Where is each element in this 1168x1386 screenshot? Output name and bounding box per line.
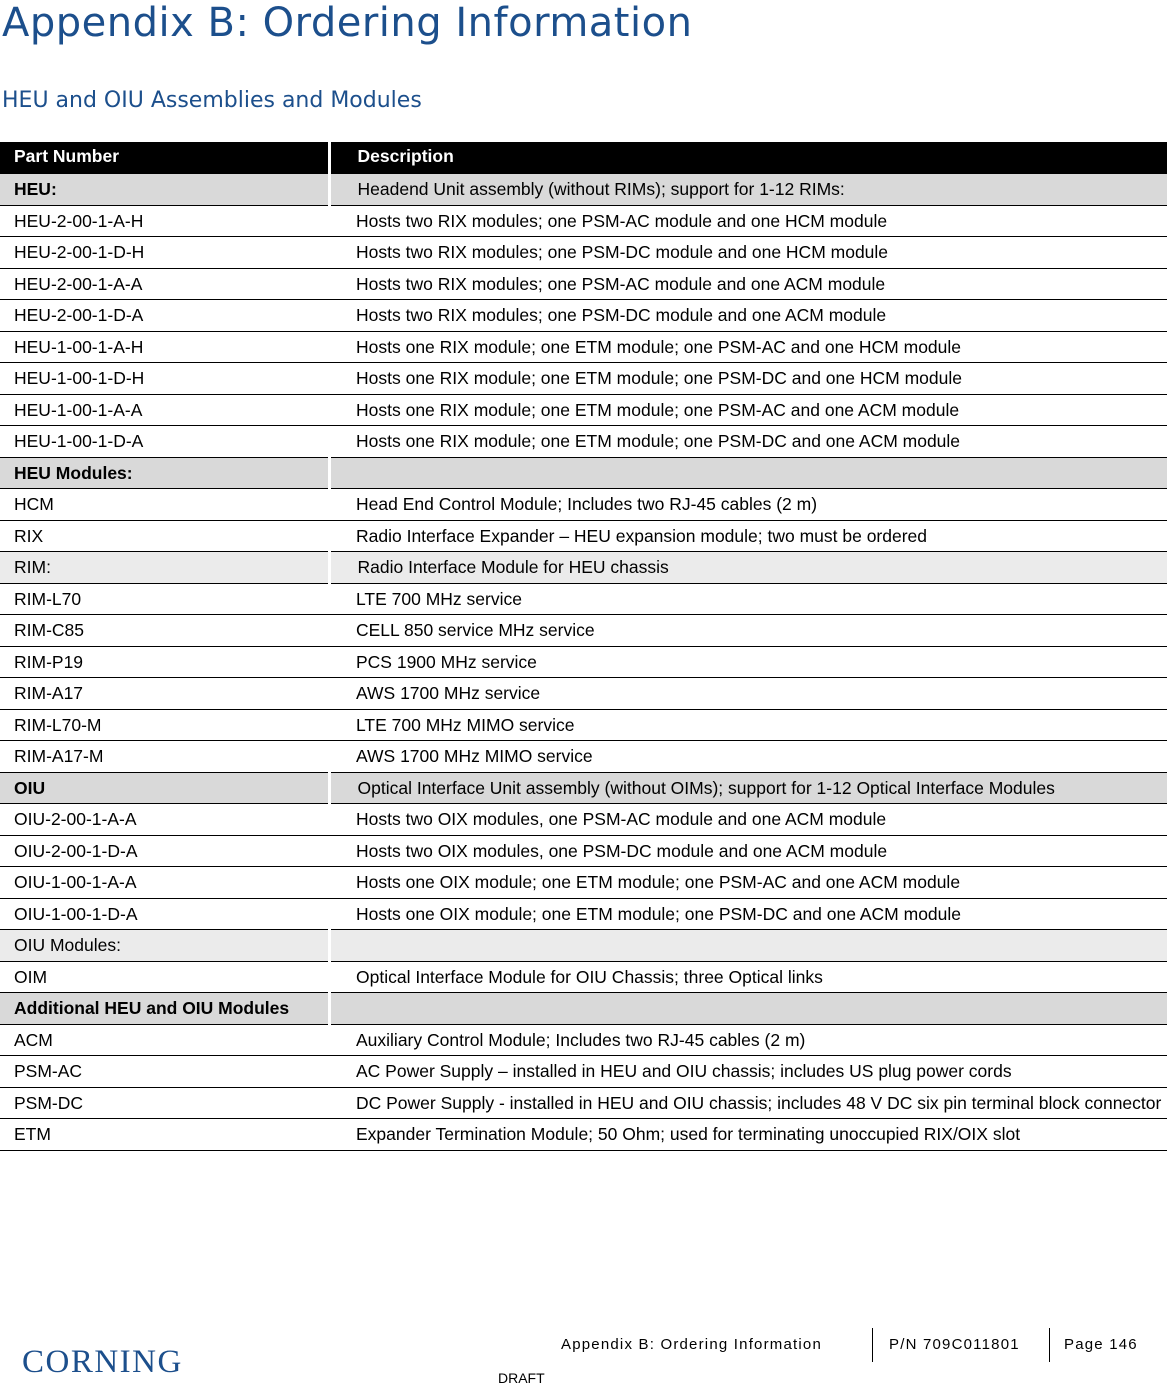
part-number-cell: HEU-1-00-1-A-H: [0, 331, 329, 363]
description-cell: Hosts two RIX modules; one PSM-DC module and one HCM module: [329, 237, 1167, 269]
table-row: [0, 1119, 1167, 1151]
description-cell: Auxiliary Control Module; Includes two RJ-45 cables (2 m): [329, 1024, 1167, 1056]
part-number-cell: HEU-2-00-1-A-A: [0, 268, 329, 300]
description-cell: AC Power Supply – installed in HEU and OIU chassis; includes US plug power cords: [329, 1056, 1167, 1088]
part-number-cell: RIM-C85: [0, 615, 329, 647]
table-row: [0, 867, 1167, 899]
table-row: [0, 300, 1167, 332]
description-cell: Optical Interface Unit assembly (without OIMs); support for 1-12 Optical Interface Modules: [329, 772, 1167, 804]
footer-divider: [1049, 1328, 1050, 1362]
part-number-cell: ETM: [0, 1119, 329, 1151]
part-number-cell: PSM-DC: [0, 1087, 329, 1119]
part-number-cell: OIU: [0, 772, 329, 804]
table-row: [0, 835, 1167, 867]
part-number-cell: OIU-2-00-1-D-A: [0, 835, 329, 867]
column-header-part-number: Part Number: [0, 142, 329, 174]
description-cell: Expander Termination Module; 50 Ohm; used for terminating unoccupied RIX/OIX slot: [329, 1119, 1167, 1151]
part-number-cell: HEU-2-00-1-D-H: [0, 237, 329, 269]
part-number-cell: HEU-2-00-1-A-H: [0, 205, 329, 237]
description-cell: Hosts two RIX modules; one PSM-DC module and one ACM module: [329, 300, 1167, 332]
part-number-cell: RIX: [0, 520, 329, 552]
table-row: [0, 268, 1167, 300]
table-row: [0, 489, 1167, 521]
description-cell: Hosts two RIX modules; one PSM-AC module and one ACM module: [329, 268, 1167, 300]
description-cell: Hosts two OIX modules, one PSM-AC module and one ACM module: [329, 804, 1167, 836]
table-subsection-row: [0, 552, 1167, 584]
part-number-cell: RIM-A17-M: [0, 741, 329, 773]
table-subsection-row: [0, 930, 1167, 962]
table-row: [0, 804, 1167, 836]
footer-section-title: Appendix B: Ordering Information: [561, 1336, 823, 1353]
table-row: [0, 898, 1167, 930]
part-number-cell: HEU-1-00-1-D-H: [0, 363, 329, 395]
table-row: [0, 1024, 1167, 1056]
column-header-description: Description: [329, 142, 1167, 174]
table-section-row: [0, 772, 1167, 804]
part-number-cell: OIU Modules:: [0, 930, 329, 962]
description-cell: Hosts two OIX modules, one PSM-DC module and one ACM module: [329, 835, 1167, 867]
table-row: [0, 394, 1167, 426]
table-row: [0, 1056, 1167, 1088]
part-number-cell: HCM: [0, 489, 329, 521]
draft-label: DRAFT: [498, 1370, 545, 1386]
part-number-cell: ACM: [0, 1024, 329, 1056]
part-number-cell: OIU-2-00-1-A-A: [0, 804, 329, 836]
section-heading: HEU and OIU Assemblies and Modules: [2, 88, 422, 113]
description-cell: Hosts one RIX module; one ETM module; one PSM-AC and one HCM module: [329, 331, 1167, 363]
description-cell: Hosts one RIX module; one ETM module; one PSM-DC and one HCM module: [329, 363, 1167, 395]
corning-logo: CORNING: [22, 1344, 183, 1380]
part-number-cell: HEU-2-00-1-D-A: [0, 300, 329, 332]
description-cell: Hosts one OIX module; one ETM module; one PSM-DC and one ACM module: [329, 898, 1167, 930]
table-row: [0, 237, 1167, 269]
table-row: [0, 1087, 1167, 1119]
description-cell: [329, 457, 1167, 489]
part-number-cell: Additional HEU and OIU Modules: [0, 993, 329, 1025]
description-cell: AWS 1700 MHz MIMO service: [329, 741, 1167, 773]
part-number-cell: RIM-L70: [0, 583, 329, 615]
table-row: [0, 583, 1167, 615]
description-cell: PCS 1900 MHz service: [329, 646, 1167, 678]
part-number-cell: HEU-1-00-1-A-A: [0, 394, 329, 426]
description-cell: [329, 930, 1167, 962]
table-row: [0, 205, 1167, 237]
description-cell: Head End Control Module; Includes two RJ-45 cables (2 m): [329, 489, 1167, 521]
description-cell: [329, 993, 1167, 1025]
table-section-row: [0, 174, 1167, 206]
table-row: [0, 741, 1167, 773]
footer-page-number: Page 146: [1064, 1336, 1138, 1353]
description-cell: Hosts two RIX modules; one PSM-AC module and one HCM module: [329, 205, 1167, 237]
description-cell: Hosts one OIX module; one ETM module; one PSM-AC and one ACM module: [329, 867, 1167, 899]
table-row: [0, 426, 1167, 458]
description-cell: Radio Interface Module for HEU chassis: [329, 552, 1167, 584]
footer-divider: [872, 1328, 873, 1362]
description-cell: Optical Interface Module for OIU Chassis; three Optical links: [329, 961, 1167, 993]
table-row: [0, 363, 1167, 395]
description-cell: LTE 700 MHz service: [329, 583, 1167, 615]
table-row: [0, 615, 1167, 647]
table-header-row: [0, 142, 1167, 174]
description-cell: Radio Interface Expander – HEU expansion module; two must be ordered: [329, 520, 1167, 552]
table-section-row: [0, 993, 1167, 1025]
description-cell: Headend Unit assembly (without RIMs); support for 1-12 RIMs:: [329, 174, 1167, 206]
part-number-cell: HEU-1-00-1-D-A: [0, 426, 329, 458]
description-cell: Hosts one RIX module; one ETM module; one PSM-DC and one ACM module: [329, 426, 1167, 458]
description-cell: AWS 1700 MHz service: [329, 678, 1167, 710]
table-row: [0, 709, 1167, 741]
part-number-cell: HEU Modules:: [0, 457, 329, 489]
ordering-table: [0, 142, 1167, 1151]
part-number-cell: OIU-1-00-1-D-A: [0, 898, 329, 930]
description-cell: DC Power Supply - installed in HEU and OIU chassis; includes 48 V DC six pin terminal block connector: [329, 1087, 1167, 1119]
page-title: Appendix B: Ordering Information: [2, 0, 693, 46]
table-body: [0, 174, 1167, 1151]
part-number-cell: RIM:: [0, 552, 329, 584]
table-row: [0, 646, 1167, 678]
description-cell: CELL 850 service MHz service: [329, 615, 1167, 647]
part-number-cell: RIM-L70-M: [0, 709, 329, 741]
part-number-cell: RIM-P19: [0, 646, 329, 678]
description-cell: LTE 700 MHz MIMO service: [329, 709, 1167, 741]
table-row: [0, 520, 1167, 552]
part-number-cell: OIU-1-00-1-A-A: [0, 867, 329, 899]
footer-part-number: P/N 709C011801: [889, 1336, 1020, 1353]
part-number-cell: RIM-A17: [0, 678, 329, 710]
part-number-cell: HEU:: [0, 174, 329, 206]
table-section-row: [0, 457, 1167, 489]
table-row: [0, 331, 1167, 363]
table-row: [0, 961, 1167, 993]
part-number-cell: PSM-AC: [0, 1056, 329, 1088]
part-number-cell: OIM: [0, 961, 329, 993]
description-cell: Hosts one RIX module; one ETM module; one PSM-AC and one ACM module: [329, 394, 1167, 426]
table-row: [0, 678, 1167, 710]
